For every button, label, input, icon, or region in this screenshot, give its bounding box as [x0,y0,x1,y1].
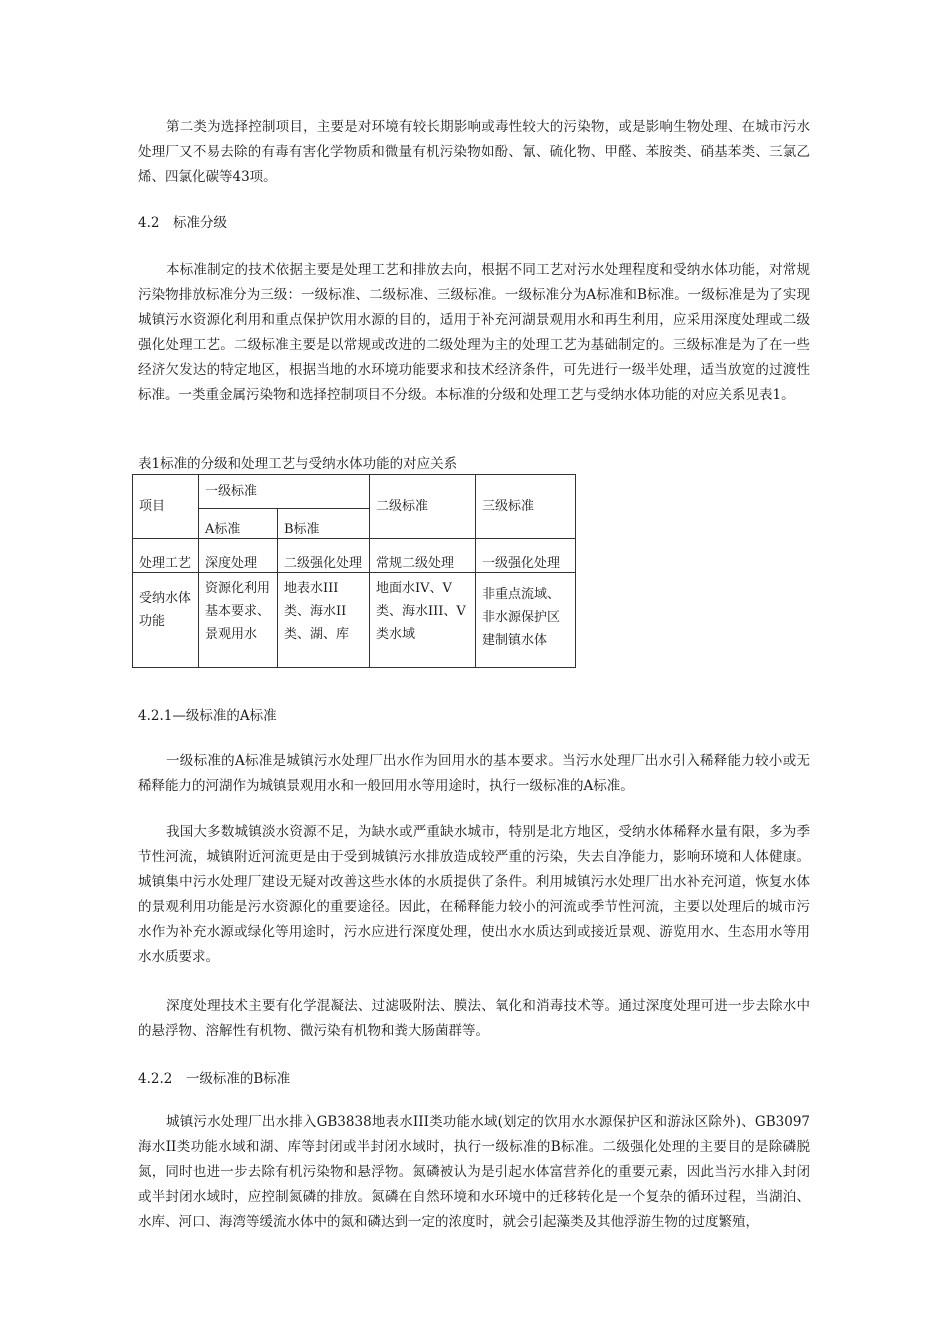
paragraph-a-standard: 一级标准的A标准是城镇污水处理厂出水作为回用水的基本要求。当污水处理厂出水引入稀释能力较小或无稀释能力的河湖作为城镇景观用水和一般回用水等用途时，执行一级标准的A标准。 [138,753,810,794]
paragraph-advanced-treatment: 深度处理技术主要有化学混凝法、过滤吸附法、膜法、氧化和消毒技术等。通过深度处理可进一步去除水中的悬浮物、溶解性有机物、微污染有机物和粪大肠菌群等。 [138,998,810,1039]
table-cell-water-level2-text: 地面水IV、V类、海水III、V类水域 [376,581,466,642]
table-cell-water-b [278,573,370,668]
table-header-a-standard: A标准 [199,509,278,539]
table-row-label-water-text: 受纳水体功能 [139,591,192,629]
table-header-level1: 一级标准 [199,475,370,509]
table-cell-water-a-text: 资源化利用基本要求、景观用水 [205,581,271,642]
paragraph-b-standard: 城镇污水处理厂出水排入GB3838地表水III类功能水域(划定的饮用水水源保护区和游泳区除外)、GB3097海水II类功能水域和湖、库等封闭或半封闭水域时，执行一级标准的B标准。二级强化处理的主要目的是除磷脱氮，同时也进一步去除有机污染物和悬浮物。氮磷被认为是引起水体富营养化的重要元素，因此当污水排入封闭或半封闭水域时，应控制氮磷的排放。氮磷在自然环境和水环境中的迁移转化是一个复杂的循环过程，当湖泊、水库、河口、海湾等缓流水体中的氮和磷达到一定的浓度时，就会引起藻类及其他浮游生物的过度繁殖， [138,1114,810,1230]
table-cell-process-b: 二级强化处理 [278,539,370,573]
section-heading-4-2-2: 4.2.2 一级标准的B标准 [138,1071,291,1087]
table-header-item: 项目 [133,475,199,539]
table-cell-water-level3-text: 非重点流域、非水源保护区建制镇水体 [482,587,561,648]
table-row-label-water [133,573,199,668]
table-cell-process-level3: 一级强化处理 [476,539,576,573]
table-cell-process-level2: 常规二级处理 [370,539,476,573]
section-heading-4-2-1: 4.2.1—级标准的A标准 [138,708,277,724]
table-row-label-process: 处理工艺 [133,539,199,573]
table-cell-water-level2 [370,573,476,668]
table-header-level3: 三级标准 [476,475,576,539]
paragraph-second-category: 第二类为选择控制项目，主要是对环境有较长期影响或毒性较大的污染物，或是影响生物处理、在城市污水处理厂又不易去除的有毒有害化学物质和微量有机污染物如酚、氰、硫化物、甲醛、苯胺类、硝基苯类、三氯乙烯、四氯化碳等43项。 [138,119,810,185]
table-header-b-standard: B标准 [278,509,370,539]
table-cell-water-b-text: 地表水III类、海水II类、湖、库 [284,581,350,642]
paragraph-water-shortage: 我国大多数城镇淡水资源不足，为缺水或严重缺水城市，特别是北方地区，受纳水体稀释水量有限，多为季节性河流，城镇附近河流更是由于受到城镇污水排放造成较严重的污染，失去自净能力，影响环境和人体健康。城镇集中污水处理厂建设无疑对改善这些水体的水质提供了条件。利用城镇污水处理厂出水补充河道，恢复水体的景观利用功能是污水资源化的重要途径。因此，在稀释能力较小的河流或季节性河流，主要以处理后的城市污水作为补充水源或绿化等用途时，污水应进行深度处理，使出水水质达到或接近景观、游览用水、生态用水等用水水质要求。 [138,824,810,965]
table-caption: 表1标准的分级和处理工艺与受纳水体功能的对应关系 [138,456,458,472]
paragraph-standard-grading: 本标准制定的技术依据主要是处理工艺和排放去向，根据不同工艺对污水处理程度和受纳水体功能，对常规污染物排放标准分为三级：一级标准、二级标准、三级标准。一级标准分为A标准和B标准。一级标准是为了实现城镇污水资源化利用和重点保护饮用水源的目的，适用于补充河湖景观用水和再生利用，应采用深度处理或二级强化处理工艺。二级标准主要是以常规或改进的二级处理为主的处理工艺为基础制定的。三级标准是为了在一些经济欠发达的特定地区，根据当地的水环境功能要求和技术经济条件，可先进行一级半处理，适当放宽的过渡性标准。一类重金属污染物和选择控制项目不分级。本标准的分级和处理工艺与受纳水体功能的对应关系见表1。 [138,262,810,403]
table-cell-water-level3 [476,573,576,668]
table-cell-water-a [199,573,278,668]
table-header-level2: 二级标准 [370,475,476,539]
section-heading-4-2: 4.2 标准分级 [138,215,227,231]
table-cell-process-a: 深度处理 [199,539,278,573]
grading-table [132,474,576,668]
